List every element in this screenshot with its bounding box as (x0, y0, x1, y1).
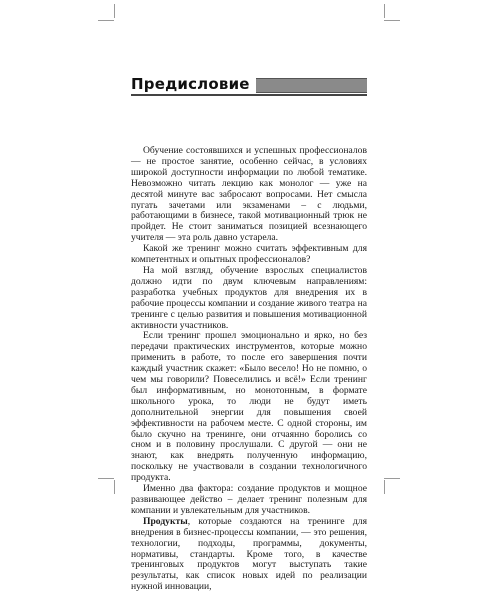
heading-underline (131, 94, 367, 96)
chapter-heading (131, 74, 367, 96)
paragraph: Обучение состоявшихся и успешных профессионалов — не простое занятие, особенно сейчас, в условиях широкой доступности информации по любой тематике. Невозможно читать лекцию как монолог — уже на десятой минуте вас забросают вопросами. Нет смысла пугать зачетами или экзаменами – с людьми, работающими в бизнесе, такой мотивационный трюк не пройдет. Не стоит заниматься позицией всезнающего учителя — эта роль давно устарела. (131, 145, 367, 244)
paragraph-text: , которые создаются на тренинге для внедрения в бизнес-процессы компании, — это решения, технологии, подходы, программы, документы, нормативы, стандарты. Кроме того, в качестве тренинговых продуктов могут выступать такие результаты, как список новых идей по реализации нужной инновации, (131, 515, 367, 593)
crop-mark (384, 20, 400, 21)
paragraph (131, 517, 367, 593)
body-text (131, 146, 367, 593)
crop-mark (114, 480, 115, 494)
crop-mark (98, 478, 114, 479)
crop-mark (384, 480, 385, 494)
crop-mark (98, 20, 114, 21)
paragraph: Именно два фактора: создание продуктов и мощное развивающее действо – делает тренинг полезным для компании и увлекательным для участников. (131, 483, 367, 516)
crop-mark (384, 478, 400, 479)
paragraph: Если тренинг прошел эмоционально и ярко, но без передачи практических инструментов, которые можно применить в работе, то после его завершения почти каждый участник скажет: «Было весело! Но не помню, о чем мы говорили? Повеселились и всё!» Если тренинг был информативным, но монотонным, в формате школьного урока, то люди не будут иметь дополнительной энергии для повышения своей эффективности на рабочем месте. С одной стороны, им было скучно на тренинге, они отчаянно боролись со сном и в половину прослушали. С другой — они не знают, как внедрять полученную информацию, поскольку не участвовали в создании технологичного продукта. (131, 330, 367, 484)
crop-mark (384, 4, 385, 18)
paragraph: На мой взгляд, обучение взрослых специалистов должно идти по двум ключевым направлениям: разработка учебных продуктов для внедрения их в рабочие процессы компании и создание живого театра на тренинге с целью развития и повышения мотивационной активности участников. (131, 264, 367, 331)
paragraph-lead-term: Продукты (143, 515, 188, 527)
paragraph: Какой же тренинг можно считать эффективным для компетентных и опытных профессионалов? (131, 243, 367, 266)
crop-mark (114, 4, 115, 18)
chapter-title: Предисловие (131, 75, 256, 93)
